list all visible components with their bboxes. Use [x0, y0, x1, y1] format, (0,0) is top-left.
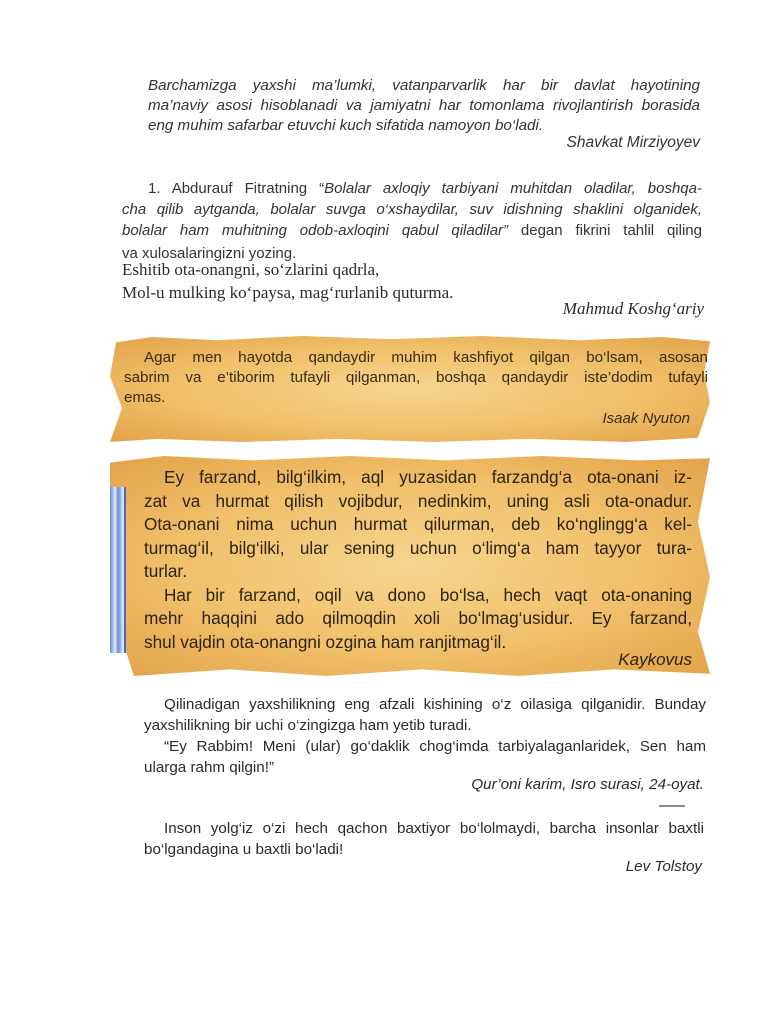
text-line: Inson yolg‘iz o‘zi hech qachon baxtiyor bo‘lolmaydi, barcha insonlar baxtli [164, 820, 704, 837]
divider-mark [659, 805, 685, 807]
quote-nyuton [124, 348, 708, 408]
quote-source: Qur’oni karim, Isro surasi, 24-oyat. [471, 776, 704, 793]
quote-line: Har bir farzand, oqil va dono bo‘lsa, hech vaqt ota-onaning [164, 584, 692, 605]
quote-line: zat va hurmat qilish vojibdur, nedinkim, uning asli ota-onadur. [144, 490, 692, 511]
poem-line: Eshitib ota-onangni, so‘zlarini qadrla, [122, 260, 380, 279]
task-number-prefix: 1. Abdurauf Fitratning “ [148, 180, 325, 197]
quote-author: Shavkat Mirziyoyev [566, 134, 700, 151]
quote-author: Kaykovus [618, 650, 692, 669]
quote-author: Lev Tolstoy [625, 858, 702, 875]
quote-tolstoy [144, 818, 704, 860]
quote-line: Ey farzand, bilg‘ilkim, aql yuzasidan farzandg‘a ota-onani iz- [164, 467, 692, 487]
poem-author: Mahmud Koshg‘ariy [562, 299, 704, 318]
task-line [148, 178, 702, 199]
quote-line: turlar. [144, 561, 187, 581]
task-quote-part: bolalar ham muhitning odob-axloqini qabul qiladilar” [122, 222, 509, 239]
quote-line: mehr haqqini ado qilmoqdin xoli bo‘lmag‘usidur. Ey farzand, [144, 608, 692, 628]
quote-mirziyoyev [148, 76, 700, 136]
quote-line: Agar men hayotda qandaydir muhim kashfiyot qilgan bo‘lsam, asosan [144, 349, 708, 366]
quote-line: emas. [124, 389, 166, 406]
text-line: “Ey Rabbim! Meni (ular) go‘daklik chog‘imda tarbiyalaganlaridek, Sen ham [164, 738, 706, 755]
quote-line: turmag‘il, bilg‘ilki, ular sening uchun o‘limg‘a ham tayyor tura- [144, 537, 692, 558]
quote-line: shul vajdin ota-onangni ozgina ham ranjitmag‘il. [144, 631, 507, 652]
task-line: cha qilib aytganda, bolalar suvga o‘xshaydilar, suv idishning shaklini olganidek, [122, 201, 702, 218]
quote-line: eng muhim safarbar etuvchi kuch sifatida namoyon bo‘ladi. [148, 117, 544, 134]
quote-author: Isaak Nyuton [602, 410, 690, 427]
task-quote-part: Bolalar axloqiy tarbiyani muhitdan oladilar, boshqa- [324, 180, 702, 197]
poem-koshgariy [122, 258, 453, 304]
quote-line: ma’naviy asosi hisoblanadi va jamiyatni har tomonlama rivojlantirish borasida [148, 97, 700, 114]
quote-kaykovus [144, 466, 692, 654]
task-line [122, 220, 702, 241]
text-quran [144, 694, 706, 778]
text-line: ularga rahm qilgin!” [144, 759, 274, 776]
text-line: Qilinadigan yaxshilikning eng afzali kishining o‘z oilasiga qilganidir. Bunday [164, 696, 706, 713]
book-edge-image [110, 487, 126, 653]
text-line: yaxshilikning bir uchi o‘zingizga ham yetib turadi. [144, 717, 472, 734]
text-line: bo‘lgandagina u baxtli bo‘ladi! [144, 841, 344, 858]
quote-line: sabrim va e’tiborim tufayli qilganman, boshqa qandaydir iste’dodim tufayli [124, 369, 708, 386]
quote-line: Ota-onani nima uchun hurmat qilurman, deb ko‘nglingg‘a kel- [144, 514, 692, 534]
quote-line: Barchamizga yaxshi ma’lumki, vatanparvarlik har bir davlat hayotining [148, 77, 700, 94]
task-line: va xulosalaringizni yozing. [122, 245, 297, 262]
task-block [100, 178, 720, 262]
poem-line: Mol-u mulking ko‘paysa, mag‘rurlanib quturma. [122, 283, 454, 302]
task-instruction: degan fikrini tahlil qiling [508, 222, 702, 239]
